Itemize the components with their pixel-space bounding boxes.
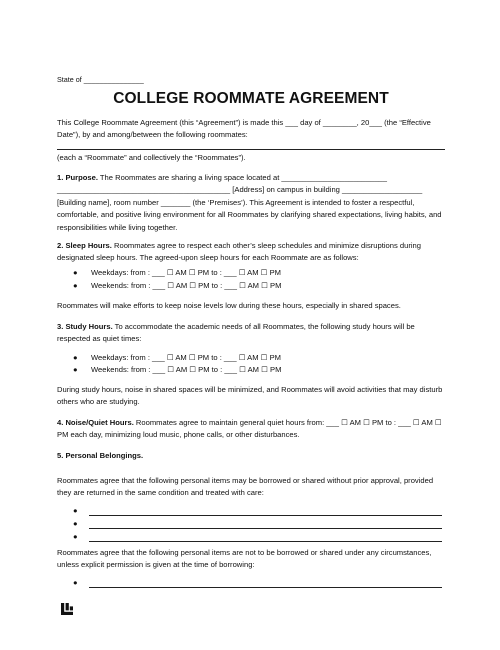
study-weekdays-text: Weekdays: from : ___ ☐ AM ☐ PM to : ___ ☐ AM ☐ PM — [91, 353, 281, 362]
study-weekends-text: Weekends: from : ___ ☐ AM ☐ PM to : ___ ☐ AM ☐ PM — [91, 365, 282, 374]
purpose-section — [57, 172, 445, 234]
noise-section — [57, 417, 445, 442]
bullet-icon: ● — [73, 281, 78, 290]
bullet-icon: ● — [73, 353, 78, 362]
shared-item-line[interactable] — [73, 532, 445, 542]
bullet-icon: ● — [73, 268, 78, 277]
blank-line — [89, 521, 442, 529]
study-weekends-item — [73, 365, 281, 375]
study-weekdays-item — [73, 353, 281, 363]
shared-item-line[interactable] — [73, 506, 445, 516]
bullet-icon: ● — [73, 578, 78, 587]
intro-collective: (each a “Roommate” and collectively the “Roommates”). — [57, 153, 246, 162]
sleep-section — [57, 240, 445, 265]
roommates-name-line — [57, 149, 445, 150]
sleep-note: Roommates will make efforts to keep noise levels low during these hours, especially in shared spaces. — [57, 301, 401, 310]
noise-text: Roommates agree to maintain general quiet hours from: ___ ☐ AM ☐ PM to : ___ ☐ AM ☐ PM each day, minimizing loud music, phone calls, or other disturbances. — [57, 418, 442, 440]
belongings-heading — [57, 450, 445, 462]
document-title: COLLEGE ROOMMATE AGREEMENT — [113, 90, 389, 107]
state-line: State of _______________ — [57, 75, 144, 84]
sleep-label: 2. Sleep Hours. — [57, 241, 112, 250]
sleep-weekdays-item — [73, 268, 281, 278]
brand-logo-icon — [61, 603, 73, 615]
belongings-not-shared-text: Roommates agree that the following personal items are not to be borrowed or shared under any circumstances, unless explicit permission is given at the time of borrowing: — [57, 548, 432, 570]
study-text: To accommodate the academic needs of all Roommates, the following study hours will be respected as quiet times: — [57, 322, 415, 344]
study-section — [57, 321, 445, 346]
blank-line — [89, 580, 442, 588]
study-label: 3. Study Hours. — [57, 322, 113, 331]
blank-line — [89, 508, 442, 516]
bullet-icon: ● — [73, 519, 78, 528]
purpose-label: 1. Purpose. — [57, 173, 98, 182]
shared-item-line[interactable] — [73, 519, 445, 529]
bullet-icon: ● — [73, 506, 78, 515]
not-shared-item-line[interactable] — [73, 578, 445, 588]
sleep-weekends-item — [73, 281, 281, 291]
bullet-icon: ● — [73, 532, 78, 541]
sleep-weekdays-text: Weekdays: from : ___ ☐ AM ☐ PM to : ___ ☐ AM ☐ PM — [91, 268, 281, 277]
bullet-icon: ● — [73, 365, 78, 374]
belongings-shared-text: Roommates agree that the following personal items may be borrowed or shared without prior approval, provided they are returned in the same condition and treated with care: — [57, 476, 434, 498]
blank-line — [89, 534, 442, 542]
belongings-label: 5. Personal Belongings. — [57, 451, 144, 460]
study-note: During study hours, noise in shared spaces will be minimized, and Roommates will avoid activities that may disturb others who are studying. — [57, 385, 443, 407]
sleep-text: Roommates agree to respect each other’s sleep schedules and minimize disruptions during designated sleep hours. The agreed-upon sleep hours for each Roommate are as follows: — [57, 241, 421, 263]
intro-paragraph: This College Roommate Agreement (this “Agreement”) is made this ___ day of ________, 20___ (the “Effective Date”), by and among/between the following roommates: — [57, 118, 431, 140]
noise-label: 4. Noise/Quiet Hours. — [57, 418, 134, 427]
purpose-text: The Roommates are sharing a living space located at _________________________ _________________________________________ [Address] on campus in building ___________________ [Building name], room number _______ (the ‘Premises’). This Agreement is intended to foster a respectful, comfortable, and positive living environment for all Roommates by clarifying shared expectations, living habits, and responsibilities while living together. — [57, 173, 442, 232]
sleep-weekends-text: Weekends: from : ___ ☐ AM ☐ PM to : ___ ☐ AM ☐ PM — [91, 281, 282, 290]
